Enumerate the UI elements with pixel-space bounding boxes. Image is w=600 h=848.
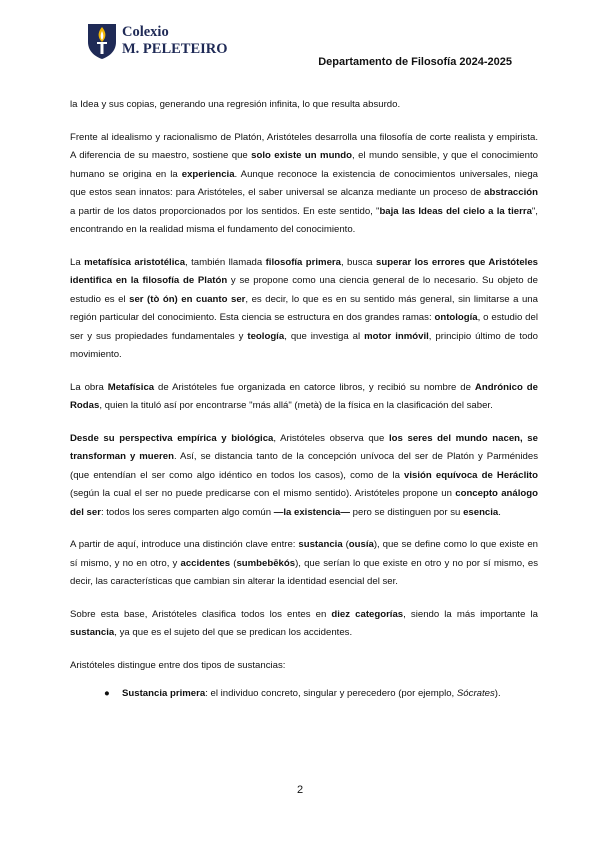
bold-term: sumbebēkós	[236, 557, 296, 569]
bold-term: esencia	[463, 506, 499, 518]
department-header: Departamento de Filosofía 2024-2025	[318, 56, 512, 68]
text-run: ", encontrando en la realidad misma el fundamento del conocimiento.	[70, 205, 538, 235]
bold-term: diez categorías	[331, 608, 404, 620]
school-logo-icon	[86, 22, 118, 60]
bold-term: teología	[247, 330, 285, 342]
bullet-dot-icon: ●	[104, 688, 110, 699]
text-run: , ya que es el sujeto del que se predican los accidentes.	[114, 627, 353, 638]
text-run: a partir de los datos proporcionados por los sentidos. En este sentido, "	[70, 205, 380, 217]
bold-term: accidentes	[180, 557, 231, 569]
text-run: , Aristóteles observa que	[273, 432, 389, 444]
bold-term: Sustancia primera	[122, 688, 206, 699]
bold-term: Desde su perspectiva empírica y biológica	[70, 432, 274, 444]
italic-term: Sócrates	[456, 688, 495, 699]
text-run: , siendo la más importante la	[403, 608, 538, 620]
paragraph-1	[70, 96, 538, 115]
bold-term: los seres del mundo nacen, se transforman y mueren	[70, 432, 538, 462]
paragraph-5	[70, 430, 538, 523]
bold-term: ontología	[434, 312, 478, 323]
text-run: de Aristóteles fue organizada en catorce libros, y recibió su nombre de	[154, 381, 475, 393]
text-run: , principio último de todo movimiento.	[70, 330, 538, 360]
text-run: , el mundo sensible, y que el conocimiento humano se origina en la	[70, 150, 538, 180]
text-run: , quien la tituló así por encontrarse "más allá" (metà) de la física en la clasificación del saber.	[99, 400, 493, 411]
paragraph-2	[70, 129, 538, 240]
document-body	[70, 96, 538, 704]
bold-term: ousía	[348, 539, 374, 550]
bold-term: sustancia	[298, 539, 343, 550]
text-run: , que investiga al	[284, 330, 365, 342]
text-run: Frente al idealismo y racionalismo de Platón, Aristóteles desarrolla una filosofía de corte realista y empirista. A diferencia de su maestro, sostiene que	[70, 131, 538, 161]
bold-term: ser (tò ón) en cuanto ser	[129, 293, 246, 305]
bold-term: concepto análogo del ser	[70, 488, 538, 518]
paragraph-8	[70, 657, 538, 676]
bold-term: solo existe un mundo	[251, 150, 353, 161]
text-run: : el individuo concreto, singular y perecedero (por ejemplo,	[205, 688, 457, 699]
text-run: , o estudio del ser y sus propiedades fundamentales y	[70, 312, 538, 342]
text-run: y se propone como una ciencia general de lo necesario. Su objeto de estudio es el	[70, 275, 538, 305]
text-run: La obra	[70, 381, 108, 393]
paragraph-3	[70, 254, 538, 365]
bullet-item-sustancia-primera	[70, 685, 538, 704]
bold-term: visión equívoca de Heráclito	[404, 469, 538, 481]
paragraph-6	[70, 536, 538, 592]
text-run: ), que serían lo que existe en otro y no por sí mismo, es decir, las características que cambian sin alterar la identidad esencial del ser.	[70, 557, 538, 587]
paragraph-7	[70, 606, 538, 643]
bold-term: metafísica aristotélica	[84, 256, 186, 268]
text-run: , busca	[340, 256, 377, 268]
paragraph-4	[70, 379, 538, 416]
school-name	[122, 24, 228, 58]
text-run: A partir de aquí, introduce una distinción clave entre:	[70, 539, 299, 550]
text-run: La	[70, 256, 85, 268]
bold-term: abstracción	[484, 187, 538, 198]
text-run: Sobre esta base, Aristóteles clasifica todos los entes en	[70, 608, 332, 620]
bold-term: Metafísica	[107, 381, 155, 393]
text-run: (	[342, 539, 349, 550]
text-run: ), que se define como lo que existe en sí mismo, y no en otro, y	[70, 539, 538, 569]
text-run: : todos los seres comparten algo común	[100, 506, 274, 518]
bold-term: filosofía primera	[265, 256, 341, 268]
text-run: (	[230, 557, 237, 569]
text-run: (según la cual el ser no puede predicarse con el mismo sentido). Aristóteles propone un	[70, 488, 456, 499]
text-run: pero se distinguen por su	[349, 506, 464, 518]
text-run: . Aunque reconoce la existencia de conocimientos universales, niega que estos sean innatos: para Aristóteles, el saber universal se alcanza mediante un proceso de	[70, 168, 538, 198]
text-run: .	[498, 506, 501, 518]
text-run: , también llamada	[185, 256, 266, 268]
bold-term: baja las Ideas del cielo a la tierra	[379, 205, 532, 217]
school-name-line2: M. PELETEIRO	[122, 41, 228, 57]
bold-term: motor inmóvil	[364, 330, 429, 342]
text-run: Aristóteles distingue entre dos tipos de sustancias:	[70, 659, 286, 671]
text-run: , es decir, lo que es en su sentido más general, sin limitarse a una región particular del conocimiento. Esta ciencia se estructura en dos grandes ramas:	[70, 293, 538, 323]
page-number: 2	[296, 784, 304, 796]
bold-term: Andrónico de Rodas	[70, 381, 538, 411]
bold-term: sustancia	[70, 627, 115, 638]
text-run: la Idea y sus copias, generando una regresión infinita, lo que resulta absurdo.	[70, 99, 401, 110]
bold-term: experiencia	[181, 168, 235, 180]
bold-term: —la existencia—	[273, 506, 350, 518]
text-run: ).	[494, 688, 501, 699]
school-name-line1: Colexio	[122, 24, 169, 40]
bold-term: superar los errores que Aristóteles identifica en la filosofía de Platón	[70, 256, 538, 286]
text-run: . Así, se distancia tanto de la concepción unívoca del ser de Platón y Parménides (que entendían el ser como algo idéntico en todos los casos), como de la	[70, 451, 538, 481]
